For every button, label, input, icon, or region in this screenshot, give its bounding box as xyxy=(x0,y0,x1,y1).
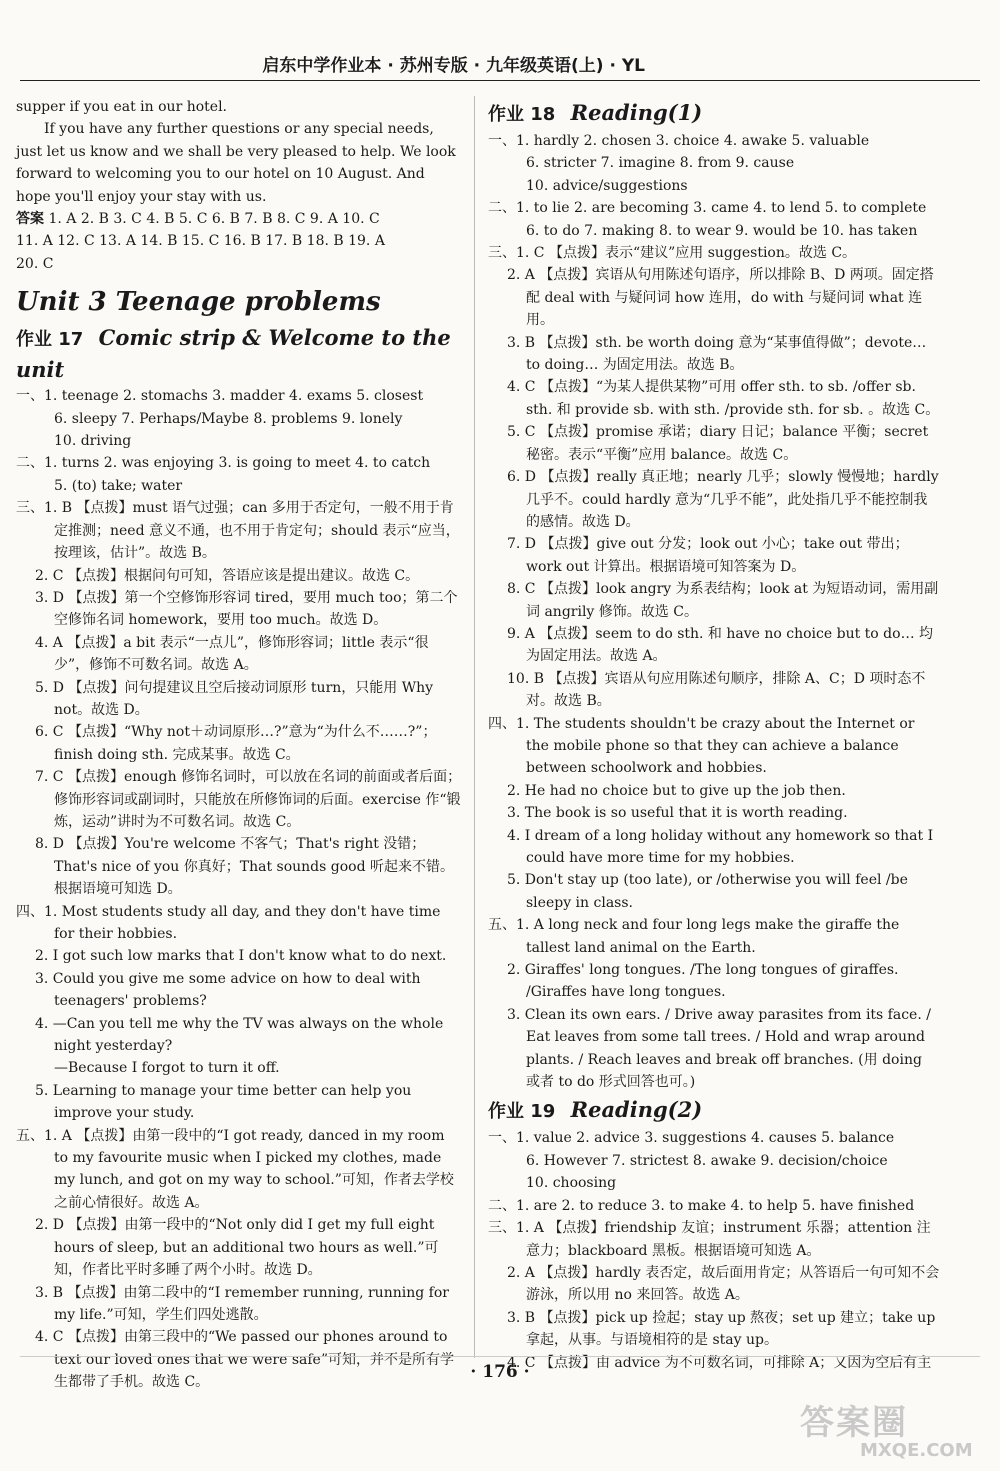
answer-item: 二、1. to lie 2. are becoming 3. came 4. to lend 5. to complete xyxy=(488,200,927,217)
answer-item: 2. A 【点拨】hardly 表否定，故后面用肯定；从答语后一句可知不会游泳，所以用 no 来回答。故选 A。 xyxy=(507,1264,940,1304)
watermark-logo xyxy=(800,1405,990,1465)
answer-item: 3. The book is so useful that it is worth reading. xyxy=(507,805,848,822)
answer-item: 6. C 【点拨】“Why not＋动词原形…?”意为“为什么不……?”；finish doing sth. 完成某事。故选 C。 xyxy=(35,724,437,763)
answer-item: 10. advice/suggestions xyxy=(526,177,688,194)
answer-key xyxy=(16,208,462,230)
answer-item: 4. A 【点拨】a bit 表示“一点儿”，修饰形容词；little 表示“很少”，修饰不可数名词。故选 A。 xyxy=(35,634,429,674)
answer-item: 5. Don't stay up (too late), or /otherwise you will feel /be sleepy in class. xyxy=(507,872,908,911)
answer-line: 1. A 2. B 3. C 4. B 5. C 6. B 7. B 8. C 9. A 10. C xyxy=(48,211,380,228)
answer-item: 4. I dream of a long holiday without any homework so that I could have more time for my hobbies. xyxy=(507,827,934,866)
answer-line: 20. C xyxy=(16,255,54,272)
answer-item: 7. C 【点拨】enough 修饰名词时，可以放在名词的前面或者后面；修饰形容词或副词时，只能放在所修饰词的后面。exercise 作“锻炼，运动”讲时为不可数名词。故选 C。 xyxy=(35,769,462,830)
answer-item: 5. (to) take; water xyxy=(54,477,183,494)
homework-heading: Reading(2) xyxy=(570,1097,703,1123)
answer-item: 3. B 【点拨】sth. be worth doing 意为“某事值得做”；devote… to doing… 为固定用法。故选 B。 xyxy=(507,334,927,374)
answer-item: 3. B 【点拨】由第二段中的“I remember running, running for my life.”可知，学生们四处逃散。 xyxy=(35,1284,449,1323)
answer-line: 11. A 12. C 13. A 14. B 15. C 16. B 17. B 18. B 19. A xyxy=(16,233,385,250)
answer-item: 8. C 【点拨】look angry 为系表结构；look at 为短语动词，需用副词 angrily 修饰。故选 C。 xyxy=(507,581,939,620)
answer-item: 7. D 【点拨】give out 分发；look out 小心；take out 带出；work out 计算出。根据语境可知答案为 D。 xyxy=(507,536,909,575)
answer-item: 6. sleepy 7. Perhaps/Maybe 8. problems 9. lonely xyxy=(54,410,403,427)
answer-item: 10. choosing xyxy=(526,1175,617,1192)
answer-item: 4. —Can you tell me why the TV was always on the whole night yesterday? xyxy=(35,1015,444,1055)
answer-item: 2. I got such low marks that I don't know what to do next. xyxy=(35,948,447,965)
column-divider xyxy=(474,96,475,1358)
intro-paragraph: If you have any further questions or any special needs, just let us know and we shall be very pleased to help. We look forward to welcoming you to our hotel on 10 August. And hope you'll enjoy your stay with us. xyxy=(16,121,456,205)
answer-item: 5. D 【点拨】问句提建议且空后接动词原形 turn，只能用 Why not。故选 D。 xyxy=(35,679,434,718)
answer-item: 4. C 【点拨】“为某人提供某物”可用 offer sth. to sb. /offer sb. sth. 和 provide sb. with sth. /provide sth. for sb. 。故选 C。 xyxy=(507,379,940,418)
answer-item: 6. stricter 7. imagine 8. from 9. cause xyxy=(526,155,795,172)
header-title: 启东中学作业本 · 苏州专版 · 九年级英语(上) · YL xyxy=(262,56,645,76)
right-column xyxy=(488,96,940,1374)
page-number: · 176 · xyxy=(470,1362,530,1382)
page-header xyxy=(20,52,980,81)
homework-19-title xyxy=(488,1095,940,1127)
answer-item: 三、1. A 【点拨】friendship 友谊；instrument 乐器；attention 注意力；blackboard 黑板。根据语境可知选 A。 xyxy=(488,1220,931,1259)
answer-item: 一、1. teenage 2. stomachs 3. madder 4. exams 5. closest xyxy=(16,388,424,405)
unit-title: Unit 3 Teenage problems xyxy=(16,287,381,318)
answer-label: 答案 xyxy=(16,211,44,228)
answer-item: 一、1. hardly 2. chosen 3. choice 4. awake 5. valuable xyxy=(488,133,870,149)
answer-item: 三、1. B 【点拨】must 语气过强；can 多用于否定句，一般不用于肯定推测；need 意义不通，也不用于肯定句；should 表示“应当，按理该，估计”。故选 B。 xyxy=(16,500,460,562)
answer-item: 3. D 【点拨】第一个空修饰形容词 tired，要用 much too；第二个空修饰名词 homework，要用 too much。故选 D。 xyxy=(35,589,458,629)
answer-item: 6. to do 7. making 8. to wear 9. would be 10. has taken xyxy=(526,222,918,239)
homework-number: 作业 19 xyxy=(488,1101,556,1123)
footer-rule xyxy=(20,1356,980,1357)
answer-item: 4. C 【点拨】由 advice 为不可数名词，可排除 A；又因为空后有主 xyxy=(507,1354,932,1371)
answer-item: 2. C 【点拨】根据问句可知，答语应该是提出建议。故选 C。 xyxy=(35,567,420,584)
answer-item: 3. B 【点拨】pick up 捡起；stay up 熬夜；set up 建立；take up 拿起，从事。与语境相符的是 stay up。 xyxy=(507,1309,936,1349)
answer-item: 二、1. are 2. to reduce 3. to make 4. to help 5. have finished xyxy=(488,1197,915,1214)
answer-item: 8. D 【点拨】You're welcome 不客气；That's right 没错；That's nice of you 你真好；That sounds good 听起来不错。根据语境可知选 D。 xyxy=(35,836,454,898)
homework-19-content xyxy=(488,1127,940,1373)
answer-item: 四、1. The students shouldn't be crazy about the Internet or the mobile phone so that they can achieve a balance between schoolwork and hobbies. xyxy=(488,715,915,777)
answer-item: 二、1. turns 2. was enjoying 3. is going to meet 4. to catch xyxy=(16,455,431,472)
homework-heading: Reading(1) xyxy=(570,100,703,125)
answer-item: 5. Learning to manage your time better can help you improve your study. xyxy=(35,1082,412,1122)
homework-18-content xyxy=(488,130,940,1093)
watermark-url: MXQE.COM xyxy=(860,1440,973,1461)
answer-item: 五、1. A 【点拨】由第一段中的“I got ready, danced in my room to my favourite music when I picked my clothes, made my lunch, and got on my way to school.”可知，作者去学校之前心情很好。故选 A。 xyxy=(16,1127,454,1211)
homework-number: 作业 17 xyxy=(16,329,84,351)
homework-17-title xyxy=(16,323,462,385)
answer-item: 2. He had no choice but to give up the job then. xyxy=(507,782,846,799)
intro-line: supper if you eat in our hotel. xyxy=(16,99,227,115)
answer-item: 10. B 【点拨】宾语从句应用陈述句顺序，排除 A、C；D 项时态不对。故选 B。 xyxy=(507,670,926,710)
answer-item: 三、1. C 【点拨】表示“建议”应用 suggestion。故选 C。 xyxy=(488,245,857,262)
answer-item: 四、1. Most students study all day, and they don't have time for their hobbies. xyxy=(16,903,441,942)
homework-heading: Comic strip & Welcome to the unit xyxy=(16,325,451,383)
homework-17-content xyxy=(16,385,462,1393)
answer-item: 5. C 【点拨】promise 承诺；diary 日记；balance 平衡；secret 秘密。表示“平衡”应用 balance。故选 C。 xyxy=(507,424,929,463)
answer-item: 2. A 【点拨】宾语从句用陈述句语序，所以排除 B、D 两项。固定搭配 deal with 与疑问词 how 连用，do with 与疑问词 what 连用。 xyxy=(507,267,934,329)
left-column xyxy=(16,96,462,1394)
homework-number: 作业 18 xyxy=(488,104,556,125)
answer-item: 3. Could you give me some advice on how to deal with teenagers' problems? xyxy=(35,970,421,1010)
answer-item: 一、1. value 2. advice 3. suggestions 4. causes 5. balance xyxy=(488,1130,895,1147)
answer-item: 2. D 【点拨】由第一段中的“Not only did I get my full eight hours of sleep, but an additional two hours as well.”可知，作者比平时多睡了两个小时。故选 D。 xyxy=(35,1217,439,1279)
watermark-text: 答案圈 xyxy=(800,1403,908,1443)
answer-item: 10. driving xyxy=(54,433,132,450)
answer-item: 4. C 【点拨】由第三段中的“We passed our phones around to text our loved ones that we were safe”可知，并不是所有学生都带了手机。故选 C。 xyxy=(35,1329,454,1391)
answer-item: 3. Clean its own ears. / Drive away parasites from its face. / Eat leaves from some tall trees. / Hold and wrap around plants. / Reach leaves and break off branches. (用 doing 或者 to do 形式回答也可。) xyxy=(507,1006,931,1091)
answer-item: 9. A 【点拨】seem to do sth. 和 have no choice but to do… 均为固定用法。故选 A。 xyxy=(507,625,934,665)
answer-item: 五、1. A long neck and four long legs make the giraffe the tallest land animal on the Earth. xyxy=(488,917,900,956)
answer-item: 2. Giraffes' long tongues. /The long tongues of giraffes. /Giraffes have long tongues. xyxy=(507,962,899,1001)
answer-item: —Because I forgot to turn it off. xyxy=(54,1060,280,1077)
answer-item: 6. However 7. strictest 8. awake 9. decision/choice xyxy=(526,1152,888,1169)
homework-18-title xyxy=(488,98,940,130)
answer-item: 6. D 【点拨】really 真正地；nearly 几乎；slowly 慢慢地；hardly 几乎不。could hardly 意为“几乎不能”，此处指几乎不能控制我的感情。故选 D。 xyxy=(507,469,939,530)
